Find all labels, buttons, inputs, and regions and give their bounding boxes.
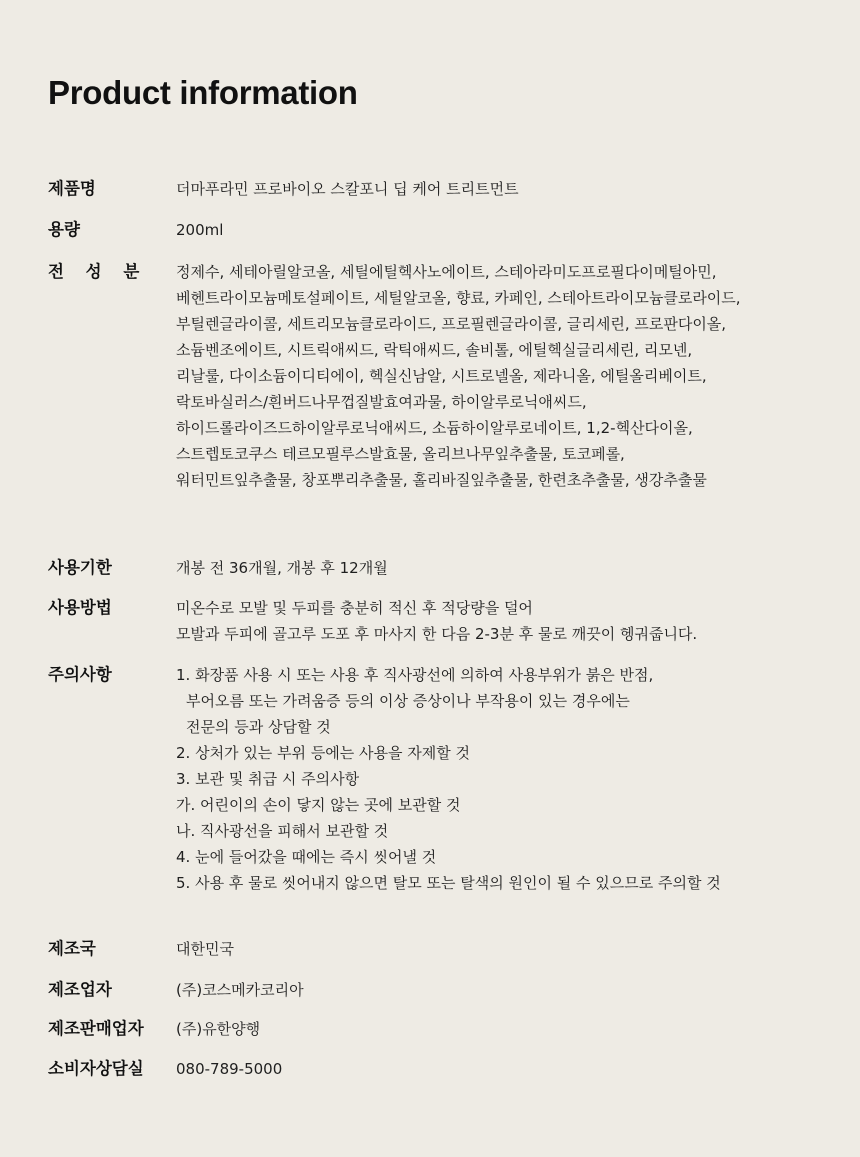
distributor-value: (주)유한양행: [176, 1020, 261, 1038]
usage-label: 사용방법: [48, 598, 112, 617]
consumer-center-value: 080-789-5000: [176, 1060, 283, 1078]
expiry-value: 개봉 전 36개월, 개봉 후 12개월: [176, 559, 388, 577]
ingredients-value: [176, 259, 836, 493]
ingredients-line: 하이드롤라이즈드하이알루로닉애씨드, 소듐하이알루로네이트, 1,2-헥산다이올,: [176, 419, 693, 437]
cautions-line: 3. 보관 및 취급 시 주의사항: [176, 770, 360, 788]
usage-line: 모발과 두피에 골고루 도포 후 마사지 한 다음 2-3분 후 물로 깨끗이 헹궈줍니다.: [176, 625, 698, 643]
ingredients-line: 소듐벤조에이트, 시트릭애씨드, 락틱애씨드, 솔비톨, 에틸헥실글리세린, 리모넨,: [176, 341, 693, 359]
cautions-line: 부어오름 또는 가려움증 등의 이상 증상이나 부작용이 있는 경우에는: [186, 692, 630, 710]
usage-line: 미온수로 모발 및 두피를 충분히 적신 후 적당량을 덜어: [176, 599, 533, 617]
ingredients-line: 락토바실러스/흰버드나무껍질발효여과물, 하이알루로닉애씨드,: [176, 393, 587, 411]
ingredients-line: 베헨트라이모늄메토설페이트, 세틸알코올, 향료, 카페인, 스테아트라이모늄클로라이드,: [176, 289, 741, 307]
cautions-label: 주의사항: [48, 665, 112, 684]
cautions-line: 1. 화장품 사용 시 또는 사용 후 직사광선에 의하여 사용부위가 붉은 반점,: [176, 666, 654, 684]
usage-value: [176, 595, 836, 647]
cautions-value: [176, 662, 836, 896]
volume-label: 용량: [48, 220, 80, 239]
distributor-label: 제조판매업자: [48, 1019, 144, 1038]
country-label: 제조국: [48, 939, 96, 958]
product-name-label: 제품명: [48, 179, 96, 198]
cautions-line: 2. 상처가 있는 부위 등에는 사용을 자제할 것: [176, 744, 471, 762]
ingredients-label: 전 성 분: [48, 262, 148, 281]
manufacturer-label: 제조업자: [48, 980, 112, 999]
ingredients-line: 정제수, 세테아릴알코올, 세틸에틸헥사노에이트, 스테아라미도프로필다이메틸아민,: [176, 263, 717, 281]
cautions-line: 나. 직사광선을 피해서 보관할 것: [176, 822, 389, 840]
cautions-line: 4. 눈에 들어갔을 때에는 즉시 씻어낼 것: [176, 848, 437, 866]
ingredients-line: 스트렙토코쿠스 테르모필루스발효물, 올리브나무잎추출물, 토코페롤,: [176, 445, 625, 463]
ingredients-line: 부틸렌글라이콜, 세트리모늄클로라이드, 프로필렌글라이콜, 글리세린, 프로판다이올,: [176, 315, 727, 333]
expiry-label: 사용기한: [48, 558, 112, 577]
cautions-line: 가. 어린이의 손이 닿지 않는 곳에 보관할 것: [176, 796, 461, 814]
consumer-center-label: 소비자상담실: [48, 1059, 144, 1078]
volume-value: 200ml: [176, 221, 224, 239]
ingredients-line: 리날룰, 다이소듐이디티에이, 헥실신남알, 시트로넬올, 제라니올, 에틸올리베이트,: [176, 367, 707, 385]
cautions-line: 전문의 등과 상담할 것: [186, 718, 331, 736]
ingredients-line: 워터민트잎추출물, 창포뿌리추출물, 홀리바질잎추출물, 한련초추출물, 생강추출물: [176, 471, 707, 489]
manufacturer-value: (주)코스메카코리아: [176, 981, 304, 999]
page-title: Product information: [48, 74, 358, 111]
cautions-line: 5. 사용 후 물로 씻어내지 않으면 탈모 또는 탈색의 원인이 될 수 있으므로 주의할 것: [176, 874, 721, 892]
country-value: 대한민국: [176, 940, 234, 958]
product-name-value: 더마푸라민 프로바이오 스칼포니 딥 케어 트리트먼트: [176, 180, 519, 198]
